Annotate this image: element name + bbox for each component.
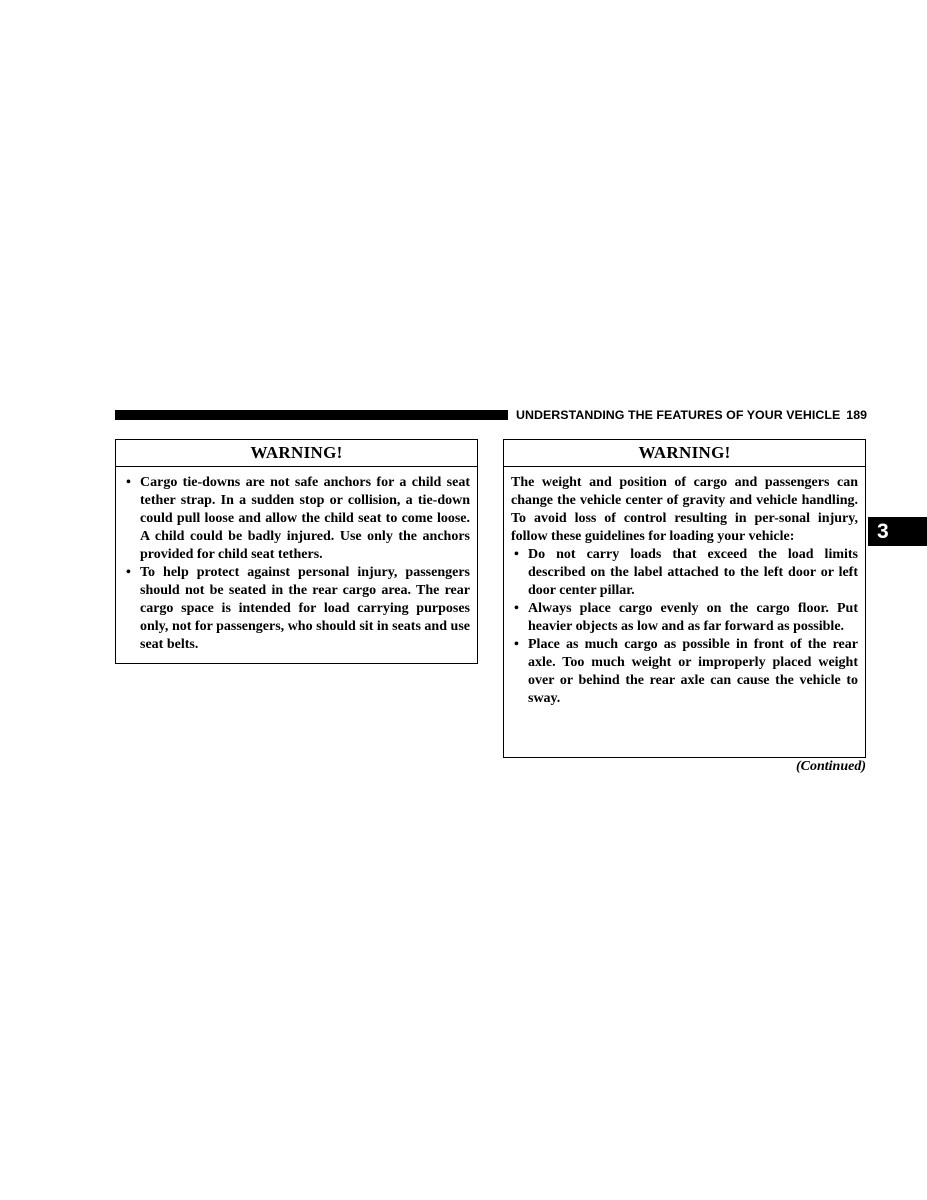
- header-rule: [115, 410, 508, 420]
- page-number: 189: [846, 408, 868, 422]
- list-item-text: To help protect against personal injury, passengers should not be seated in the rear cargo area. The rear cargo space is intended for load carrying purposes only, not for passengers, who should sit in seats and use seat belts.: [140, 565, 470, 652]
- bullet-icon: •: [514, 547, 519, 562]
- chapter-number: 3: [877, 520, 889, 543]
- warning-title: WARNING!: [504, 440, 865, 467]
- list-item-text: Do not carry loads that exceed the load limits described on the label attached to the left door or left door center pillar.: [528, 547, 858, 598]
- bullet-icon: •: [126, 565, 131, 580]
- list-item: [511, 600, 858, 636]
- list-item-text: Place as much cargo as possible in front of the rear axle. Too much weight or improperly placed weight over or behind the rear axle can cause the vehicle to sway.: [528, 637, 858, 706]
- continued-label: (Continued): [795, 759, 866, 774]
- bullet-icon: •: [126, 475, 131, 490]
- warning-body: [116, 467, 477, 654]
- running-header: [516, 407, 866, 423]
- list-item-text: Always place cargo evenly on the cargo floor. Put heavier objects as low and as far forward as possible.: [528, 601, 858, 634]
- list-item: [511, 636, 858, 708]
- list-item-text: Cargo tie-downs are not safe anchors for a child seat tether strap. In a sudden stop or collision, a tie-down could pull loose and allow the child seat to come loose. A child could be badly injured. Use only the anchors provided for child seat tethers.: [140, 475, 470, 562]
- list-item: [511, 546, 858, 600]
- chapter-tab: [868, 517, 927, 546]
- list-item: [123, 474, 470, 564]
- warning-body: [504, 467, 865, 708]
- bullet-icon: •: [514, 637, 519, 652]
- warning-list: [511, 546, 858, 708]
- warning-box-cargo-loading: [503, 439, 866, 758]
- warning-box-child-seat: [115, 439, 478, 664]
- warning-title: WARNING!: [116, 440, 477, 467]
- warning-list: [123, 474, 470, 654]
- section-title: UNDERSTANDING THE FEATURES OF YOUR VEHICLE: [516, 408, 841, 422]
- warning-intro: The weight and position of cargo and passengers can change the vehicle center of gravity and vehicle handling. To avoid loss of control resulting in per-sonal injury, follow these guidelines for loading your vehicle:: [511, 475, 858, 544]
- list-item: [123, 564, 470, 654]
- bullet-icon: •: [514, 601, 519, 616]
